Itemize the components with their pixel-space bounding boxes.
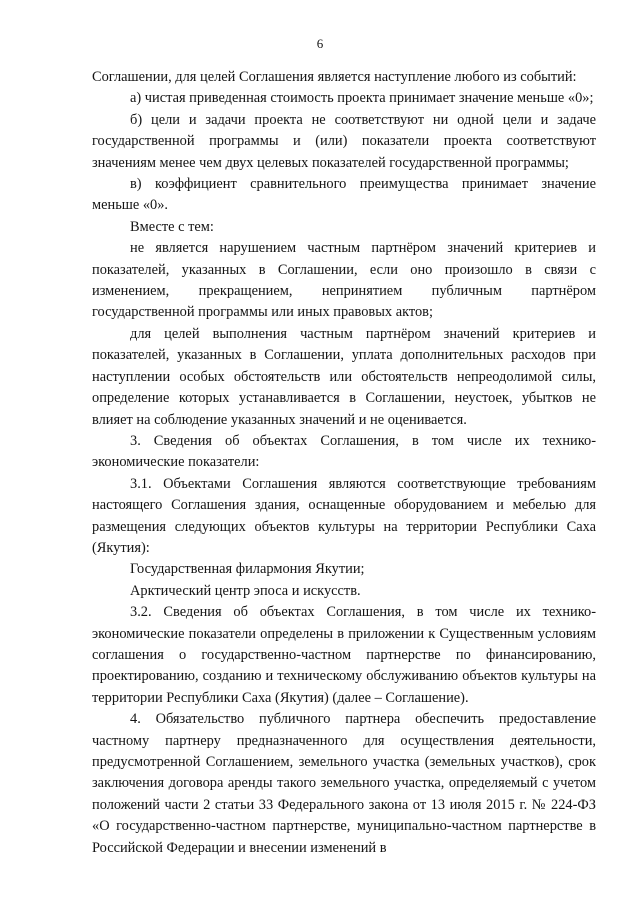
paragraph: не является нарушением частным партнёром значений критериев и показателей, указанных в Соглашении, если оно произошло в связи с изменением, прекращением, непринятием публичным партнёром государственной программы или иных правовых актов; xyxy=(92,240,596,321)
paragraph: б) цели и задачи проекта не соответствуют ни одной цели и задаче государственной программы и (или) показатели проекта соответствуют значениям менее чем двух целевых показателей государственной программы; xyxy=(92,111,596,171)
page-number: 6 xyxy=(316,36,324,51)
paragraph: 3.2. Сведения об объектах Соглашения, в том числе их технико-экономические показатели определены в приложении к Существенным условиям соглашения о государственно-частном партнерстве по финансированию, проектированию, созданию и техническому обслуживанию объектов культуры на территории Республики Саха (Якутия) (далее – Соглашение). xyxy=(92,604,596,706)
paragraph: Государственная филармония Якутии; xyxy=(130,561,365,578)
paragraph: Вместе с тем: xyxy=(130,218,214,235)
paragraph: а) чистая приведенная стоимость проекта принимает значение меньше «0»; xyxy=(130,90,594,107)
paragraph: в) коэффициент сравнительного преимущества принимает значение меньше «0». xyxy=(92,176,596,214)
paragraph: Арктический центр эпоса и искусств. xyxy=(130,582,361,599)
paragraph: 3. Сведения об объектах Соглашения, в том числе их технико-экономические показатели: xyxy=(92,432,596,471)
paragraph: 4. Обязательство публичного партнера обеспечить предоставление частному партнеру предназначенного для осуществления деятельности, предусмотренной Соглашением, земельного участка (земельных участков), срок заключения договора аренды такого земельного участка, определяемый с учетом положений части 2 статьи 33 Федерального закона от 13 июля 2015 г. № 224-ФЗ «О государственно-частном партнерстве, муниципально-частном партнерстве в Российской Федерации и внесении изменений в xyxy=(92,711,596,856)
paragraph: для целей выполнения частным партнёром значений критериев и показателей, указанных в Соглашении, уплата дополнительных расходов при наступлении особых обстоятельств или обстоятельств непреодолимой силы, определение которых устанавливается в Соглашении, неустоек, убытков не влияет на соблюдение указанных значений и не оценивается. xyxy=(92,325,596,428)
document-body xyxy=(92,67,596,859)
paragraph: 3.1. Объектами Соглашения являются соответствующие требованиям настоящего Соглашения здания, оснащенные оборудованием и мебелью для размещения следующих объектов культуры на территории Республики Саха (Якутия): xyxy=(92,475,596,556)
paragraph: Соглашении, для целей Соглашения является наступление любого из событий: xyxy=(92,69,577,85)
